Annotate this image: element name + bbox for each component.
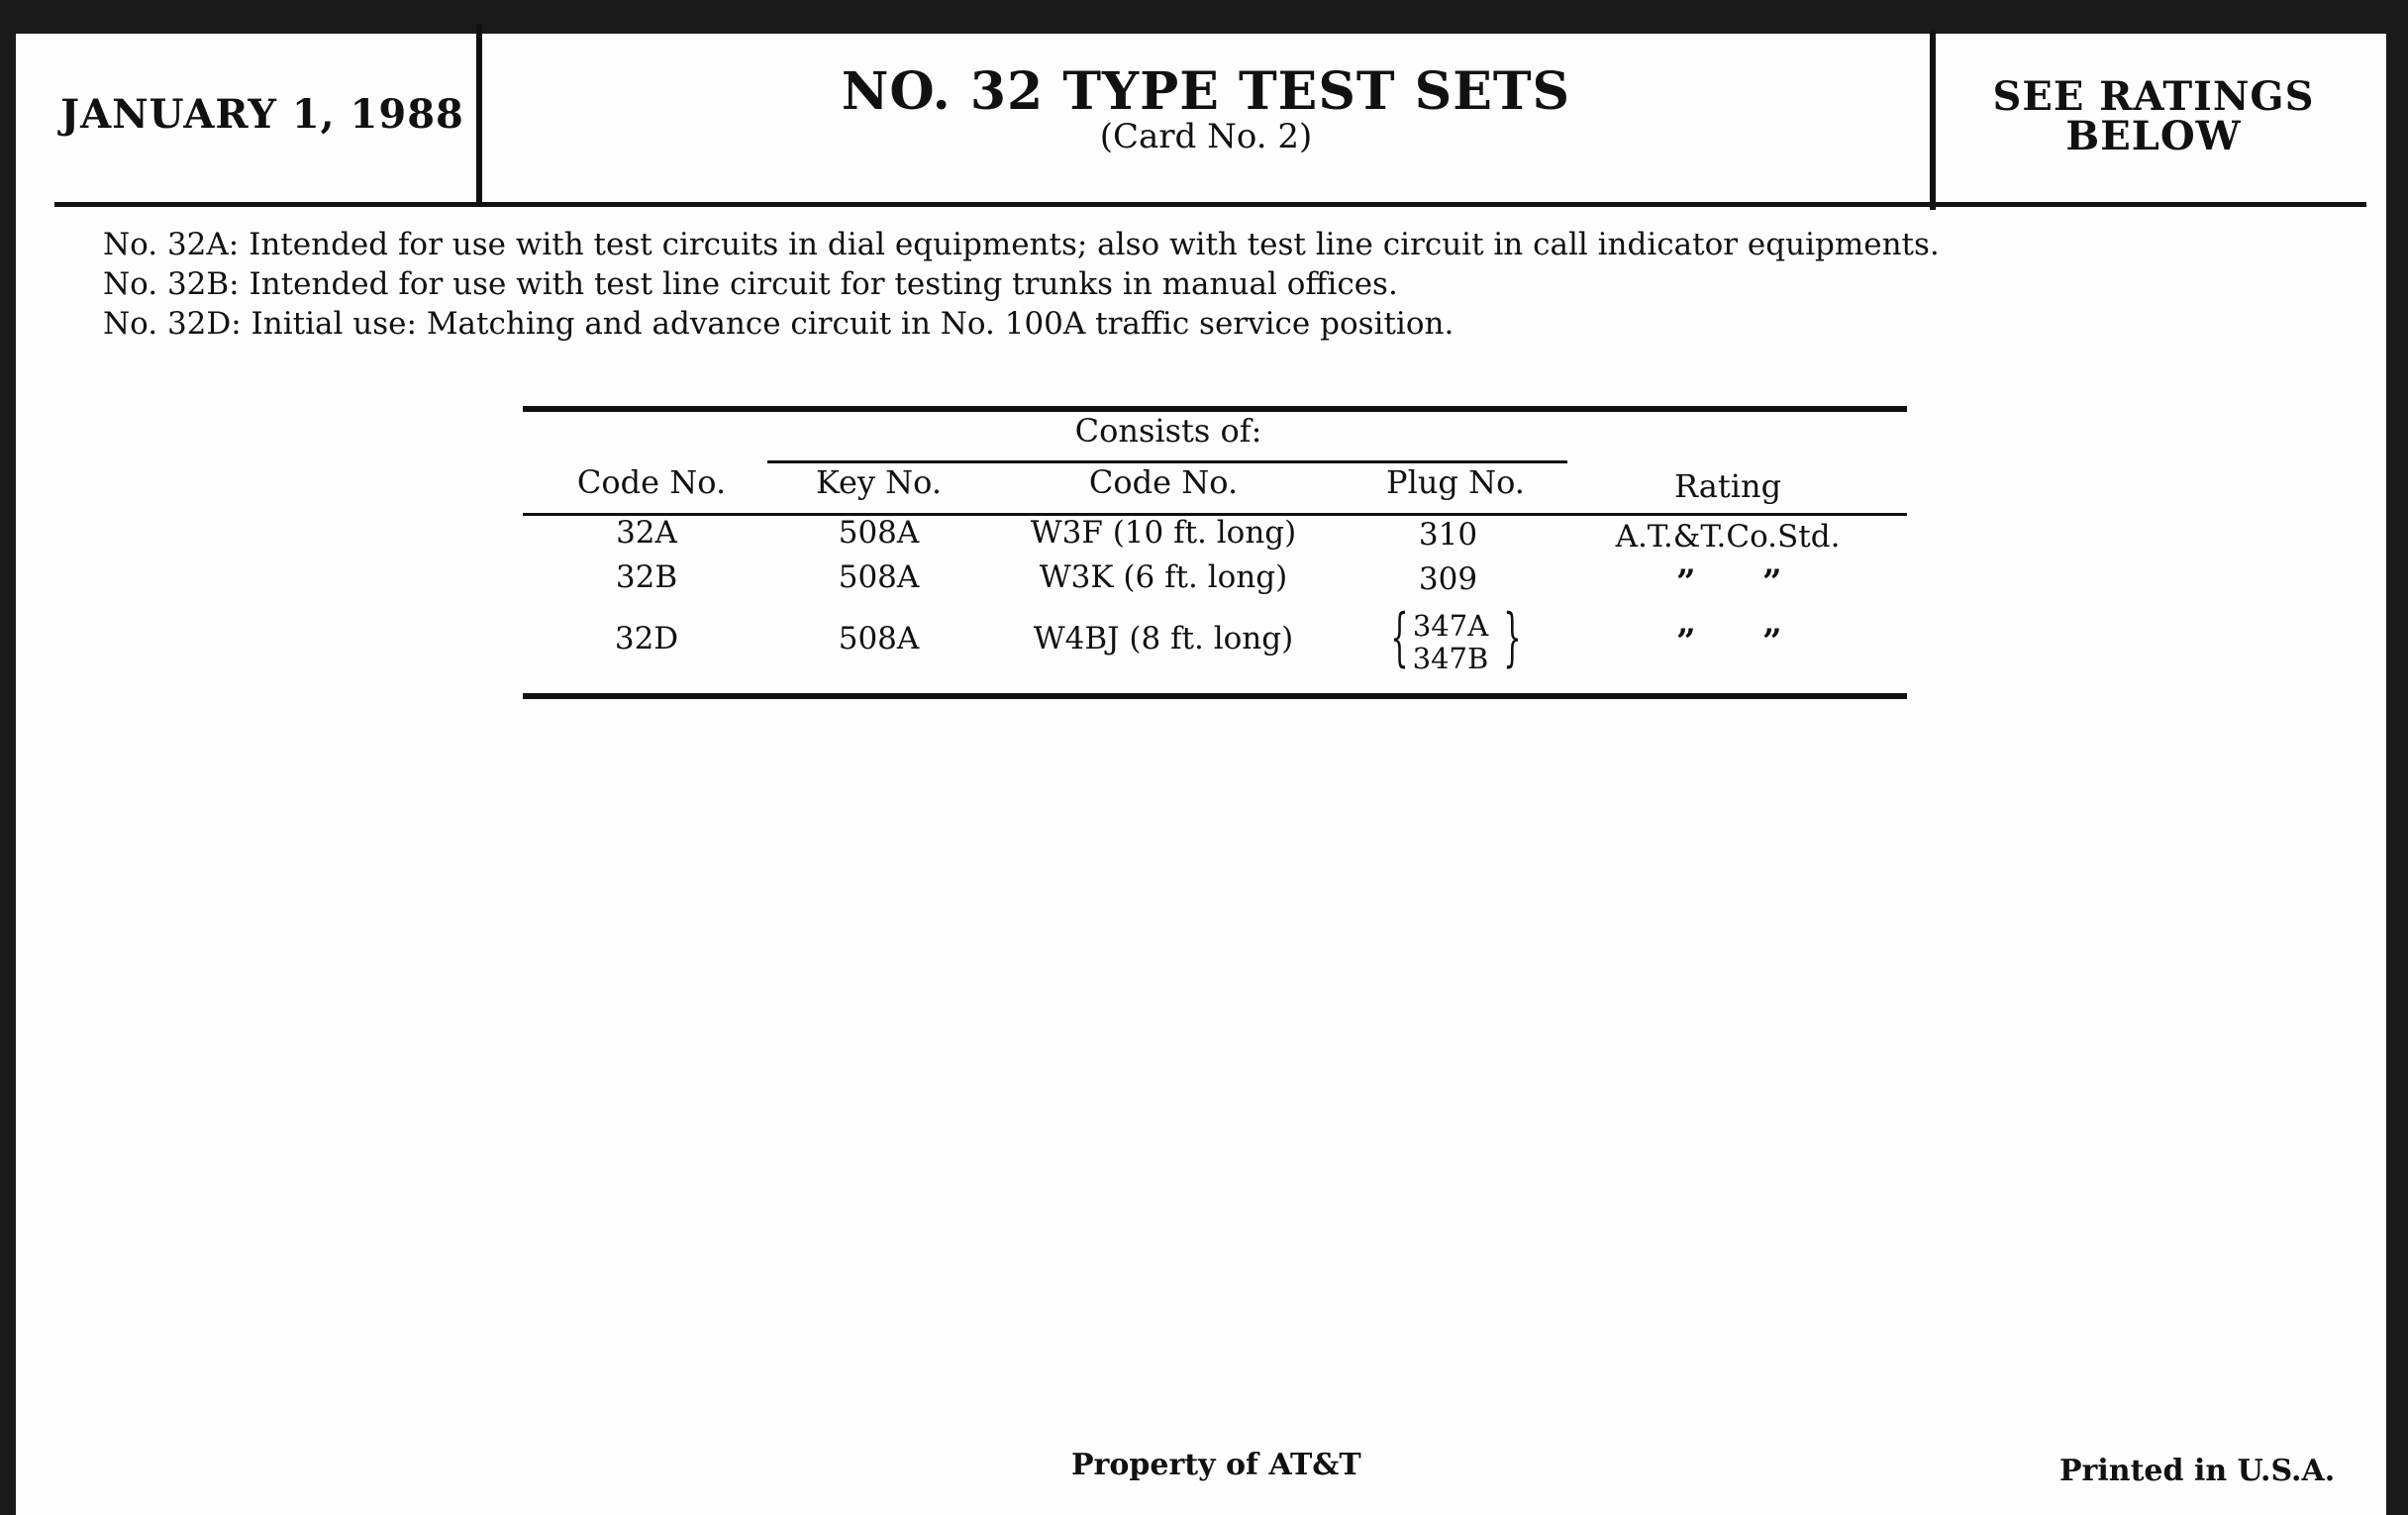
- description-32d: No. 32D: Initial use: Matching and advance circuit in No. 100A traffic service position.: [103, 306, 1455, 342]
- cell-code: 32A: [616, 515, 677, 551]
- cell-key: 508A: [838, 559, 920, 595]
- card-title: NO. 32 TYPE TEST SETS: [841, 61, 1571, 122]
- col-header-key: Key No.: [815, 463, 943, 501]
- issue-date: JANUARY 1, 1988: [60, 91, 464, 138]
- description-32b: No. 32B: Intended for use with test line circuit for testing trunks in manual offices.: [103, 266, 1398, 302]
- table-bottom-rule: [523, 693, 1907, 699]
- printed-note: Printed in U.S.A.: [2059, 1454, 2336, 1488]
- cell-rating: A.T.&T.Co.Std.: [1615, 519, 1841, 555]
- property-note: Property of AT&T: [1071, 1448, 1361, 1482]
- cell-code: 32B: [615, 559, 678, 595]
- cell-cord: W3F (10 ft. long): [1030, 515, 1297, 551]
- cell-key: 508A: [838, 621, 920, 656]
- cell-plug-a: 347A: [1412, 609, 1489, 643]
- col-header-plug: Plug No.: [1386, 463, 1525, 501]
- ditto-mark: ”: [1762, 562, 1782, 602]
- ratings-line-2: BELOW: [2065, 113, 2242, 159]
- cell-plug: 309: [1418, 561, 1478, 597]
- ditto-mark: ”: [1762, 622, 1782, 661]
- left-brace: {: [1390, 601, 1409, 674]
- card-subtitle: (Card No. 2): [1099, 117, 1313, 156]
- cell-plug-b: 347B: [1412, 642, 1489, 675]
- cell-key: 508A: [838, 515, 920, 551]
- cell-cord: W3K (6 ft. long): [1039, 559, 1288, 595]
- ditto-mark: ”: [1676, 622, 1696, 661]
- right-brace: }: [1503, 601, 1522, 674]
- cell-cord: W4BJ (8 ft. long): [1033, 621, 1294, 656]
- col-header-code: Code No.: [576, 463, 727, 501]
- cell-plug: 310: [1418, 517, 1478, 553]
- header-rule: [54, 202, 2366, 207]
- scan-border: [2386, 0, 2408, 1515]
- group-header: Consists of:: [1074, 412, 1262, 450]
- ratings-line-1: SEE RATINGS: [1992, 73, 2315, 120]
- ratings-note: [1936, 73, 2371, 159]
- ditto-mark: ”: [1676, 562, 1696, 602]
- col-header-cord: Code No.: [1088, 463, 1239, 501]
- description-32a: No. 32A: Intended for use with test circuits in dial equipments; also with test line circuit in call indicator equipments.: [103, 227, 1940, 262]
- cell-code: 32D: [614, 621, 679, 656]
- cell-plug-stack: [1406, 610, 1495, 675]
- col-header-rating: Rating: [1673, 467, 1782, 505]
